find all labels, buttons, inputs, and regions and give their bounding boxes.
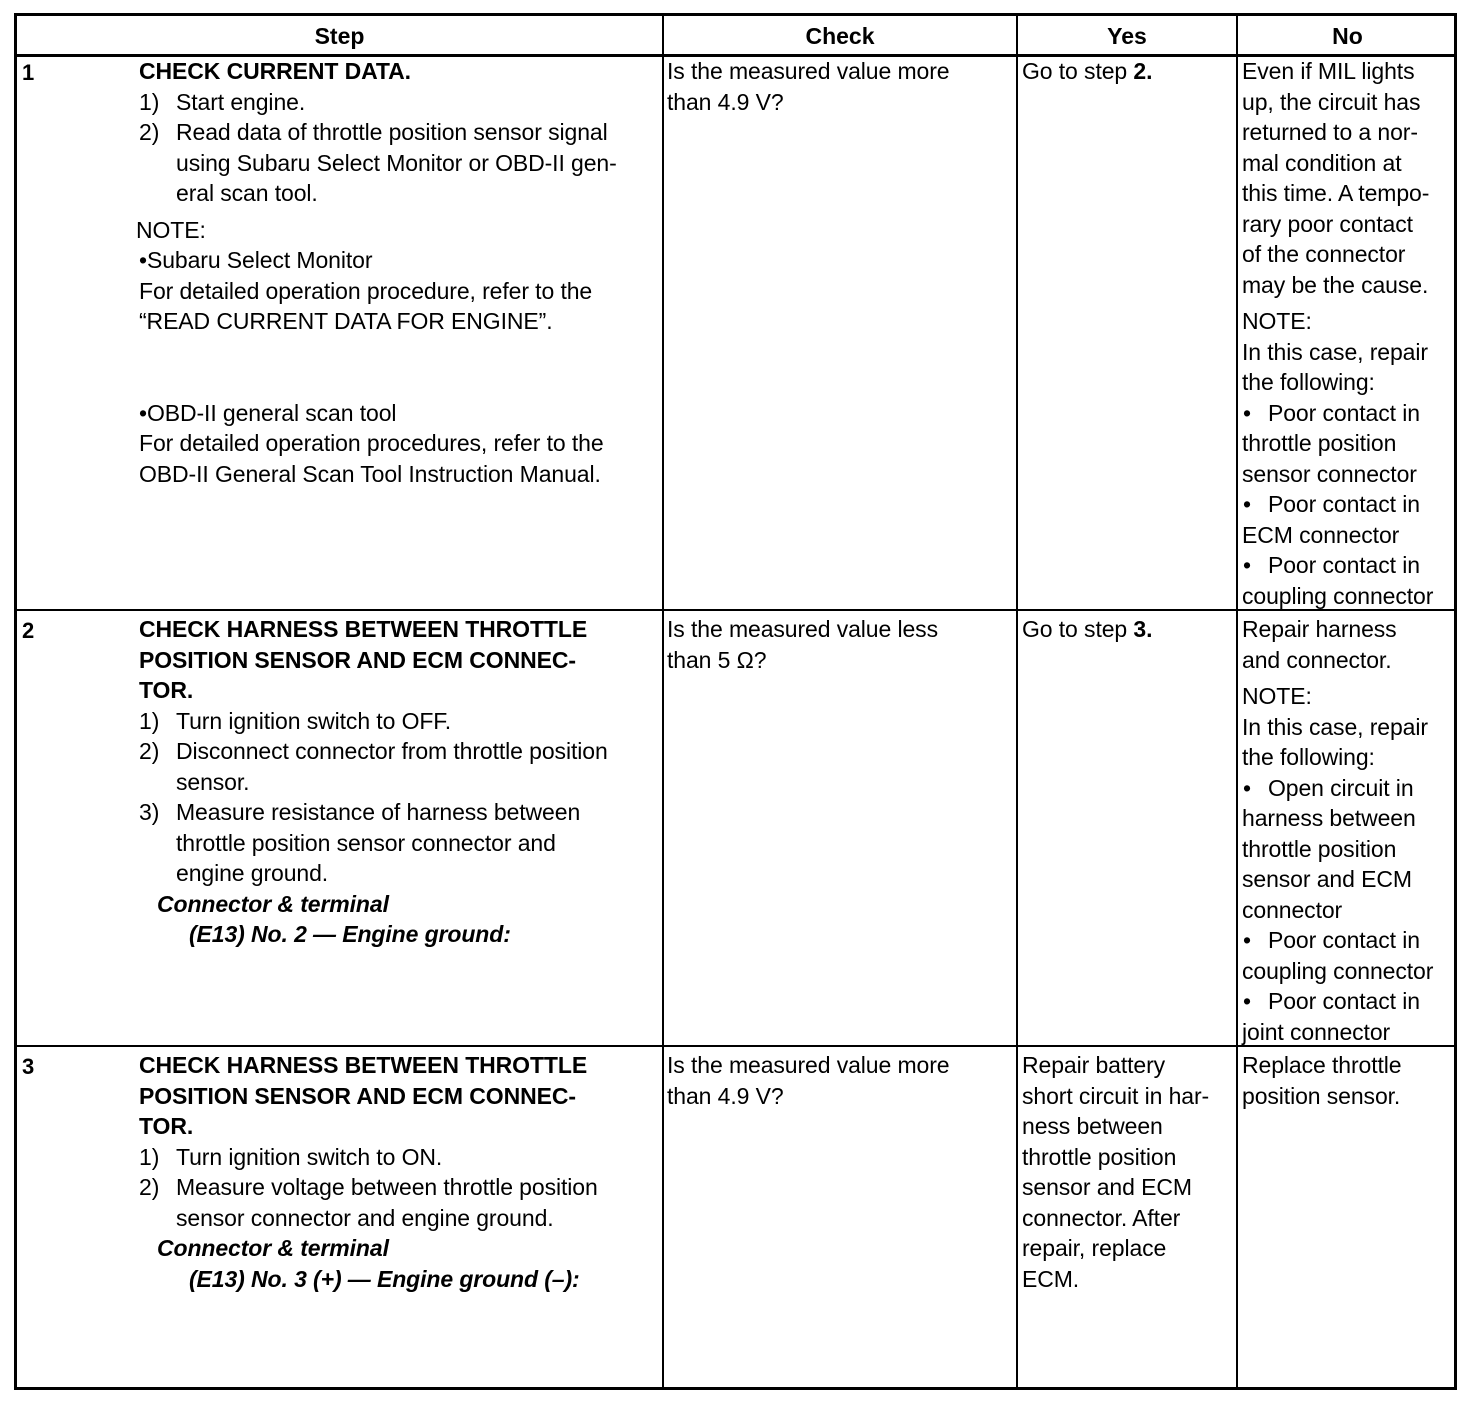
procedure-item: 2) Disconnect connector from throttle position sensor. <box>139 738 608 795</box>
note-text: For detailed operation procedures, refer to the <box>139 430 604 456</box>
procedure-item: 2) Measure voltage between throttle position sensor connector and engine ground. <box>139 1174 598 1231</box>
procedure-item: 1) Turn ignition switch to ON. <box>139 1143 443 1170</box>
step-content: CHECK HARNESS BETWEEN THROTTLE POSITION SENSOR AND ECM CONNEC- TOR. 1) Turn ignition switch to ON. 2) Measure voltage between throttle position sensor connector and engine ground. Connector & terminal (E13) No. 3 (+) — Engine ground (–): <box>139 1050 659 1294</box>
step-content: CHECK HARNESS BETWEEN THROTTLE POSITION SENSOR AND ECM CONNEC- TOR. 1) Turn ignition switch to OFF. 2) Disconnect connector from throttle position sensor. 3) Measure resistance of harness between throttle position sensor connector and engine ground. Connector & terminal (E13) No. 2 — Engine ground: <box>139 614 659 950</box>
check-question: Is the measured value more than 4.9 V? <box>667 58 950 115</box>
header-step: Step <box>314 22 365 49</box>
note-text: “READ CURRENT DATA FOR ENGINE”. <box>139 308 553 334</box>
row-divider <box>17 609 1454 611</box>
yes-action: Repair battery short circuit in har- ness between throttle position sensor and ECM connector. After repair, replace ECM. <box>1022 1052 1210 1292</box>
cause-bullet: • Poor contact in <box>1242 925 1457 956</box>
cause-bullet: • Poor contact in <box>1242 489 1457 520</box>
cause-bullet: • Poor contact in <box>1242 398 1457 429</box>
header-no: No <box>1332 22 1363 49</box>
note-text: OBD-II General Scan Tool Instruction Manual. <box>139 460 601 487</box>
connector-spec-value: (E13) No. 3 (+) — Engine ground (–): <box>189 1265 580 1292</box>
procedure-item: 1) Turn ignition switch to OFF. <box>139 707 451 734</box>
no-note-label: NOTE: <box>1242 683 1312 709</box>
step-number: 2 <box>22 618 35 643</box>
step-title: CHECK HARNESS BETWEEN THROTTLE <box>139 616 588 642</box>
check-question: Is the measured value more than 4.9 V? <box>667 1052 950 1109</box>
connector-spec-label: Connector & terminal <box>157 1235 389 1261</box>
procedure-item: 3) Measure resistance of harness between throttle position sensor connector and engine ground. <box>139 799 581 886</box>
no-note-label: NOTE: <box>1242 308 1312 334</box>
step-title: CHECK HARNESS BETWEEN THROTTLE <box>139 1052 588 1078</box>
column-divider <box>662 16 664 1387</box>
step-title: CHECK CURRENT DATA. <box>139 58 411 84</box>
no-action: Replace throttle position sensor. <box>1242 1052 1402 1109</box>
note-text: For detailed operation procedure, refer to the <box>139 277 593 304</box>
header-yes: Yes <box>1107 22 1147 49</box>
column-divider <box>1236 16 1238 1387</box>
step-number: 3 <box>22 1054 35 1079</box>
procedure-item: 1) Start engine. <box>139 88 306 115</box>
cause-bullet: • Open circuit in <box>1242 773 1457 804</box>
step-number: 1 <box>22 60 35 85</box>
row-divider <box>17 1045 1454 1047</box>
connector-spec-value: (E13) No. 2 — Engine ground: <box>189 921 511 947</box>
note-subaru-title: •Subaru Select Monitor <box>139 247 373 273</box>
yes-action: Go to step 2. <box>1022 58 1153 84</box>
connector-spec-label: Connector & terminal <box>157 890 389 917</box>
note-label: NOTE: <box>136 216 206 243</box>
yes-action: Go to step 3. <box>1022 616 1153 642</box>
no-action: Repair harness and connector. NOTE: In this case, repair the following: • Open circuit in harness between throttle position sensor and ECM connector • Poor contact in coupling connector • Poor contact in joint connector <box>1242 614 1457 1047</box>
diagnostic-table <box>14 13 1457 1390</box>
cause-bullet: • Poor contact in <box>1242 986 1457 1017</box>
procedure-item: 2) Read data of throttle position sensor signal using Subaru Select Monitor or OBD-II gen- eral scan tool. <box>139 119 617 206</box>
step-content <box>136 56 659 489</box>
header-check: Check <box>805 22 875 49</box>
cause-bullet: • Poor contact in <box>1242 550 1457 581</box>
column-divider <box>1016 16 1018 1387</box>
no-action: Even if MIL lights up, the circuit has returned to a nor- mal condition at this time. A tempo- rary poor contact of the connector may be the cause. NOTE: In this case, repair the following: • Poor contact in throttle position sensor connector • Poor contact in ECM connector • Poor contact in coupling connector <box>1242 56 1457 611</box>
check-question: Is the measured value less than 5 Ω? <box>667 616 938 673</box>
note-obd-title: •OBD-II general scan tool <box>139 399 397 426</box>
